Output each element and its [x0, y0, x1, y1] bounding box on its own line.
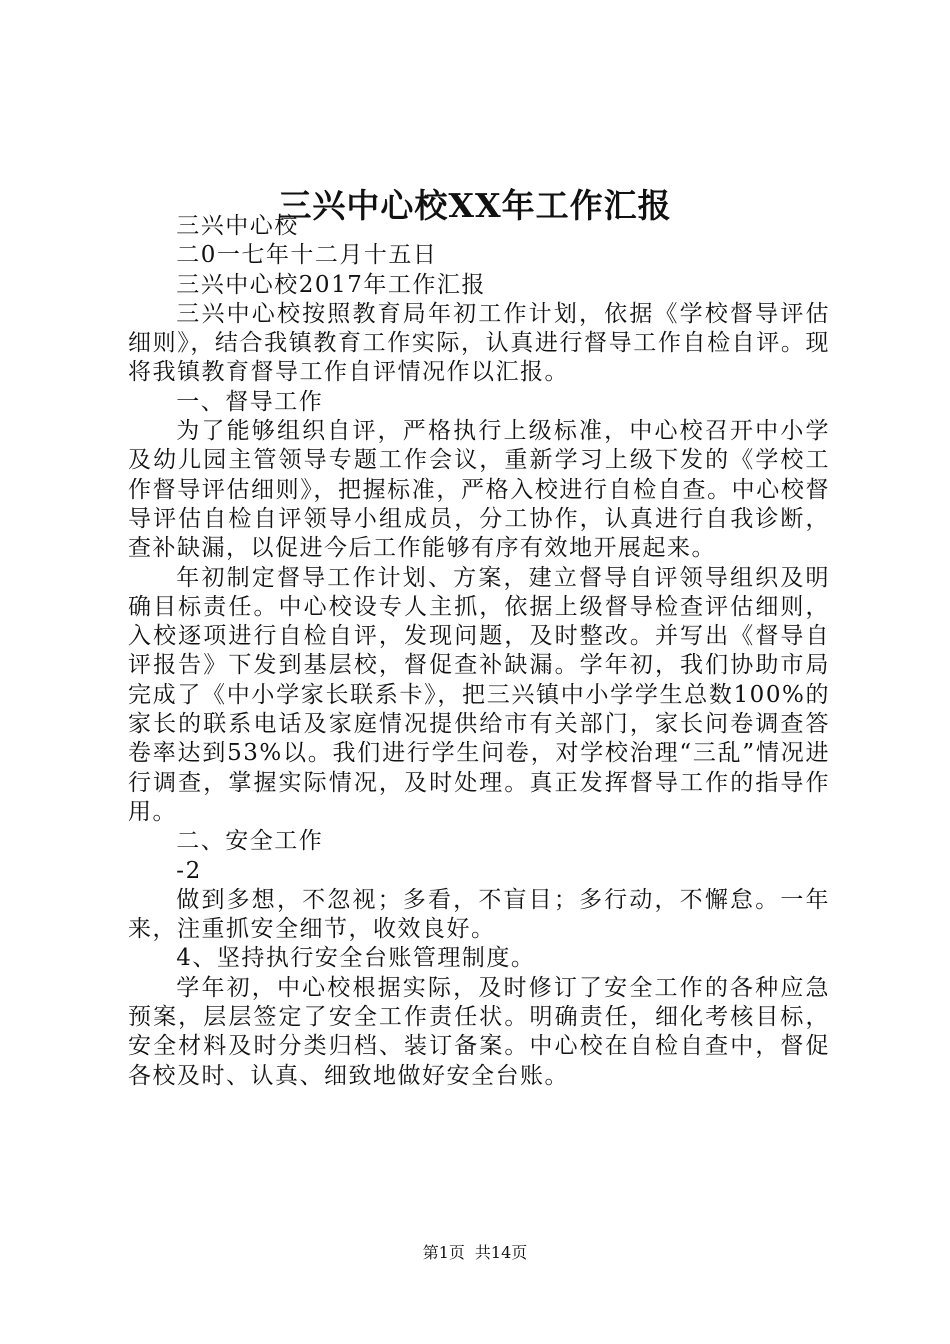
paragraph-report-title: 三兴中心校2017年工作汇报: [176, 271, 486, 298]
paragraph-safety-2: 学年初，中心校根据实际，及时修订了安全工作的各种应急预案，层层签定了安全工作责任状。明确责任，细化考核目标，安全材料及时分类归档、装订备案。中心校在自检自查中，督促各校及时、认真、细致地做好安全台账。: [128, 974, 830, 1089]
paragraph-supervision-2: 年初制定督导工作计划、方案，建立督导自评领导组织及明确目标责任。中心校设专人主抓，依据上级督导检查评估细则，入校逐项进行自检自评，发现问题，及时整改。并写出《督导自评报告》下发到基层校，督促查补缺漏。学年初，我们协助市局完成了《中小学家长联系卡》，把三兴镇中小学学生总数100%的家长的联系电话及家庭情况提供给市有关部门，家长问卷调查答卷率达到53%以。我们进行学生问卷，对学校治理“三乱”情况进行调查，掌握实际情况，及时处理。真正发挥督导工作的指导作用。: [128, 564, 830, 825]
paragraph-date: 二0一七年十二月十五日: [176, 242, 438, 269]
section-heading-safety: 二、安全工作: [176, 828, 324, 855]
page-number: 第1页: [422, 1243, 465, 1262]
paragraph-safety-1: 做到多想，不忽视；多看，不盲目；多行动，不懈怠。一年来，注重抓安全细节，收效良好。: [128, 886, 830, 943]
paragraph-fragment: -2: [176, 857, 202, 884]
document-body: [128, 212, 830, 1091]
page-total: 共14页: [474, 1243, 528, 1262]
document-title: 三兴中心校XX年工作汇报: [278, 186, 672, 225]
paragraph-intro: 三兴中心校按照教育局年初工作计划，依据《学校督导评估细则》，结合我镇教育工作实际，认真进行督导工作自检自评。现将我镇教育督导工作自评情况作以汇报。: [128, 300, 830, 386]
section-heading-supervision: 一、督导工作: [176, 388, 324, 415]
paragraph-school-name: 三兴中心校: [176, 213, 299, 239]
paragraph-supervision-1: 为了能够组织自评，严格执行上级标准，中心校召开中小学及幼儿园主管领导专题工作会议，重新学习上级下发的《学校工作督导评估细则》，把握标准，严格入校进行自检自查。中心校督导评估自检自评领导小组成员，分工协作，认真进行自我诊断，查补缺漏，以促进今后工作能够有序有效地开展起来。: [128, 418, 830, 562]
paragraph-safety-item-4: 4、坚持执行安全台账管理制度。: [176, 945, 536, 972]
page-footer: [0, 1241, 950, 1265]
